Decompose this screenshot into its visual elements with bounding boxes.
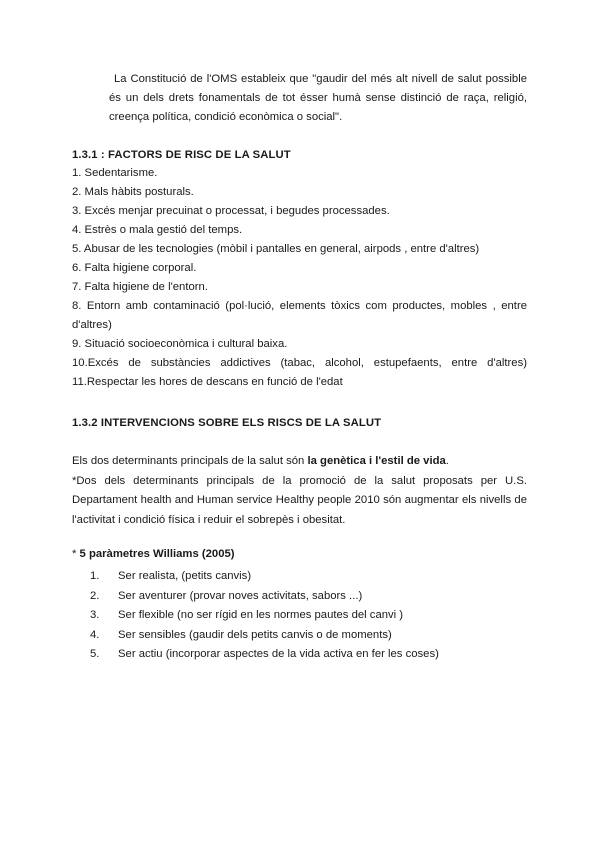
list-item: 5. Abusar de les tecnologies (mòbil i pantalles en general, airpods , entre d'altres)	[72, 243, 480, 255]
list-text: Ser aventurer (provar noves activitats, sabors ...)	[118, 589, 363, 602]
list-item: 4. Estrès o mala gestió del temps.	[72, 224, 243, 236]
determinants-bold: la genètica i l'estil de vida	[307, 455, 446, 467]
risk-factors-list	[72, 164, 527, 392]
list-item	[90, 645, 510, 665]
determinants-block	[72, 452, 527, 530]
determinants-sentence	[72, 452, 527, 472]
oms-quote-text: La Constitució de l'OMS estableix que "gaudir del més alt nivell de salut possible és un dels drets fonamentals de tot ésser humà sense distinció de raça, religió, creença política, condició econòmica o social".	[109, 73, 527, 123]
list-item	[90, 626, 510, 646]
list-text: Ser realista, (petits canvis)	[118, 570, 252, 582]
list-number: 4.	[90, 628, 100, 641]
williams-heading	[72, 548, 235, 560]
list-item	[90, 587, 510, 607]
list-text: Ser sensibles (gaudir dels petits canvis o de moments)	[118, 628, 392, 641]
list-item: 10.Excés de substàncies addictives (tabac, alcohol, estupefaents, entre d'altres)	[72, 357, 527, 369]
list-item: 2. Mals hàbits posturals.	[72, 186, 194, 198]
promotion-paragraph: *Dos dels determinants principals de la promoció de la salut proposats per U.S. Departament health and Human service Healthy people 2010 són augmentar els nivells de l'activitat i condició física i reduir el sobrepès i obesitat.	[72, 474, 527, 526]
list-item	[90, 606, 510, 626]
oms-quote	[109, 70, 527, 127]
williams-list	[90, 567, 510, 665]
williams-heading-text: 5 paràmetres Williams (2005)	[79, 548, 235, 560]
list-number: 3.	[90, 609, 100, 621]
list-text: Ser actiu (incorporar aspectes de la vida activa en fer les coses)	[118, 648, 439, 660]
heading-risk-factors: 1.3.1 : FACTORS DE RISC DE LA SALUT	[72, 149, 291, 161]
list-item: 7. Falta higiene de l'entorn.	[72, 281, 208, 293]
list-item: 9. Situació socioeconòmica i cultural baixa.	[72, 338, 288, 350]
list-item	[90, 567, 510, 587]
list-number: 5.	[90, 648, 100, 660]
determinants-suffix: .	[445, 455, 449, 467]
list-item: 11.Respectar les hores de descans en funció de l'edat	[72, 376, 343, 388]
list-item: 3. Excés menjar precuinat o processat, i begudes processades.	[72, 205, 390, 217]
heading-interventions: 1.3.2 INTERVENCIONS SOBRE ELS RISCS DE LA SALUT	[72, 417, 382, 429]
list-item: 1. Sedentarisme.	[72, 167, 158, 179]
list-number: 2.	[90, 589, 100, 602]
determinants-prefix: Els dos determinants principals de la salut són	[72, 455, 308, 467]
list-text: Ser flexible (no ser rígid en les normes pautes del canvi )	[118, 609, 404, 621]
list-item: 8. Entorn amb contaminació (pol·lució, elements tòxics com productes, mobles , entre d'altres)	[72, 300, 527, 331]
list-item: 6. Falta higiene corporal.	[72, 262, 197, 274]
list-number: 1.	[90, 570, 100, 582]
williams-heading-prefix: *	[72, 548, 80, 560]
